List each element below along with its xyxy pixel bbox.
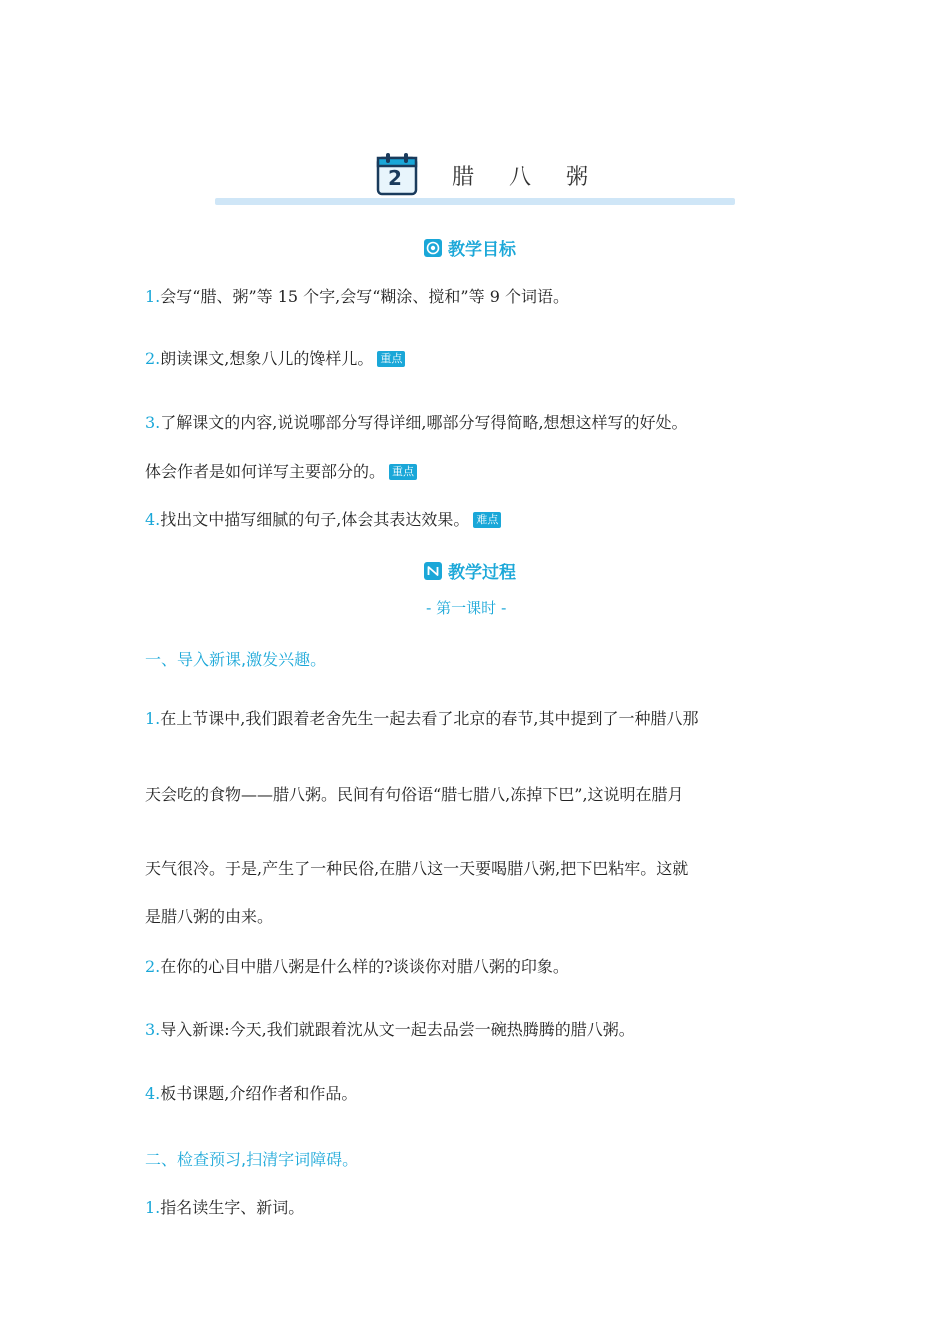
objective-item: [145, 413, 688, 433]
line-text: 是腊八粥的由来。: [145, 907, 274, 926]
item-text: 体会作者是如何详写主要部分的。: [145, 462, 386, 481]
item-number: 1.: [145, 1198, 161, 1217]
paragraph-line: [145, 1020, 635, 1040]
objectives-heading-label: 教学目标: [448, 240, 516, 260]
item-number: 3.: [145, 413, 161, 432]
part-one-title: 一、导入新课,激发兴趣。: [145, 650, 327, 669]
target-icon: [424, 239, 442, 257]
paragraph-line: [145, 709, 698, 729]
paragraph-line: [145, 907, 273, 927]
line-text: 在上节课中,我们跟着老舍先生一起去看了北京的春节,其中提到了一种腊八那: [160, 709, 699, 728]
page-title: 腊 八 粥: [452, 165, 602, 190]
item-text: 会写“腊、粥”等 15 个字,会写“糊涂、搅和”等 9 个词语。: [160, 287, 569, 306]
objective-item: [145, 287, 569, 307]
key-point-badge: 重点: [389, 464, 417, 480]
objectives-heading: [424, 235, 516, 260]
objective-item-continued: [145, 462, 417, 482]
key-point-badge: 重点: [377, 351, 405, 367]
paragraph-line: [145, 957, 569, 977]
process-icon: [424, 562, 442, 580]
process-heading-label: 教学过程: [448, 563, 516, 583]
objective-item: [145, 510, 501, 530]
item-text: 了解课文的内容,说说哪部分写得详细,哪部分写得简略,想想这样写的好处。: [160, 413, 688, 432]
line-text: 指名读生字、新词。: [160, 1198, 305, 1217]
line-text: 天气很冷。于是,产生了一种民俗,在腊八这一天要喝腊八粥,把下巴粘牢。这就: [145, 859, 689, 878]
calendar-icon: [376, 152, 418, 198]
line-text: 在你的心目中腊八粥是什么样的?谈谈你对腊八粥的印象。: [160, 957, 569, 976]
item-number: 2.: [145, 957, 161, 976]
title-underline: [215, 198, 735, 205]
item-number: 4.: [145, 1084, 161, 1103]
line-text: 板书课题,介绍作者和作品。: [160, 1084, 358, 1103]
item-number: 1.: [145, 287, 161, 306]
paragraph-line: [145, 785, 684, 805]
line-text: 导入新课:今天,我们就跟着沈从文一起去品尝一碗热腾腾的腊八粥。: [160, 1020, 635, 1039]
paragraph-line: [145, 1198, 304, 1218]
objective-item: [145, 349, 405, 369]
item-text: 朗读课文,想象八儿的馋样儿。: [160, 349, 374, 368]
item-text: 找出文中描写细腻的句子,体会其表达效果。: [160, 510, 470, 529]
part-two-title: 二、检查预习,扫清字词障碍。: [145, 1150, 359, 1169]
lesson-time-label: - 第一课时 -: [426, 599, 507, 617]
item-number: 3.: [145, 1020, 161, 1039]
paragraph-line: [145, 1084, 357, 1104]
line-text: 天会吃的食物——腊八粥。民间有句俗语“腊七腊八,冻掉下巴”,这说明在腊月: [145, 785, 684, 804]
item-number: 2.: [145, 349, 161, 368]
paragraph-line: [145, 859, 688, 879]
item-number: 1.: [145, 709, 161, 728]
difficult-point-badge: 难点: [473, 512, 501, 528]
item-number: 4.: [145, 510, 161, 529]
process-heading: [424, 558, 516, 583]
lesson-number: 2: [388, 166, 402, 190]
